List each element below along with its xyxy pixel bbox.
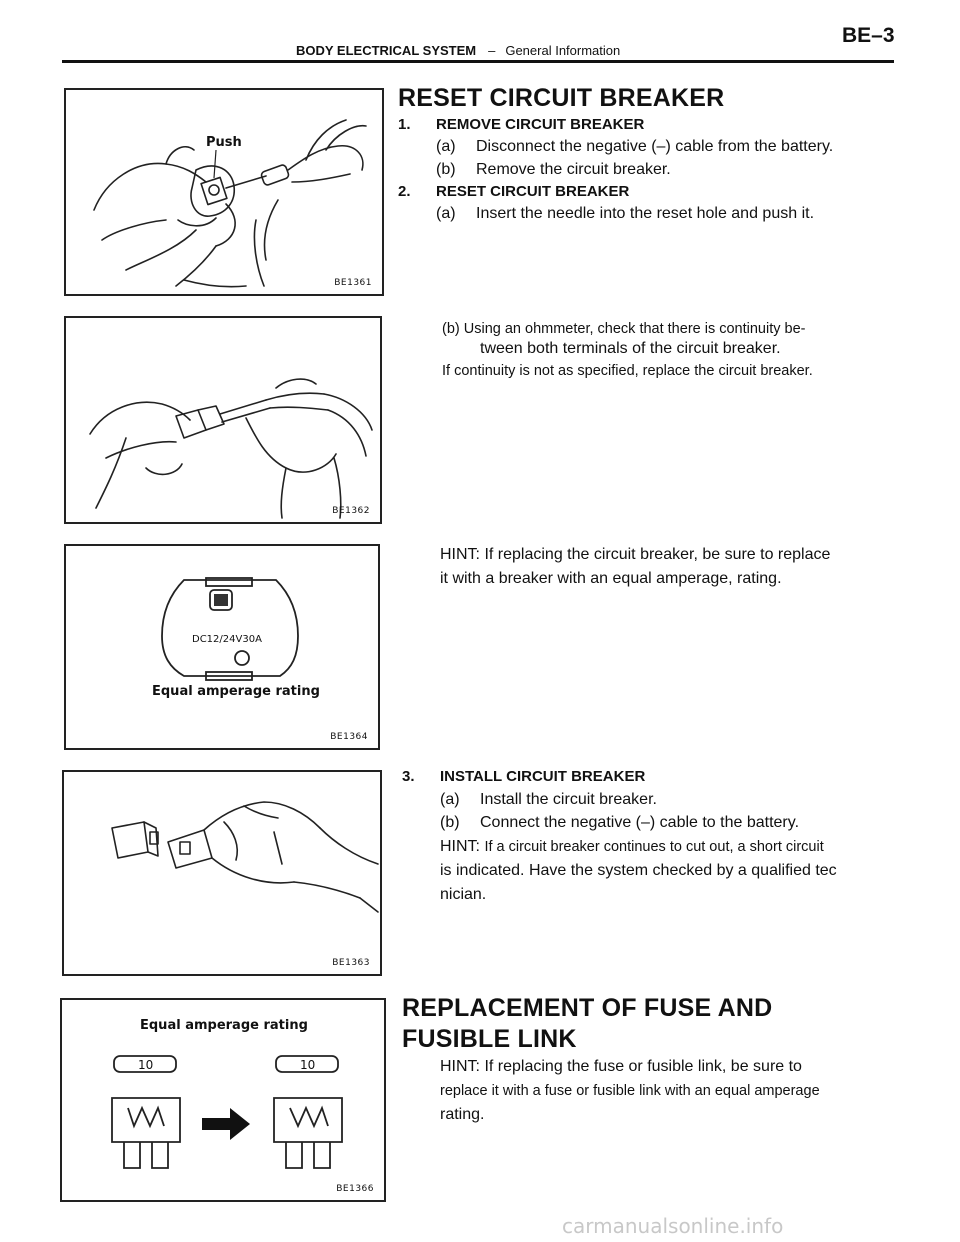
- figure-fuse-replacement: [60, 998, 386, 1202]
- fuse-hint-line3: rating.: [440, 1106, 485, 1123]
- step-3: [402, 768, 645, 785]
- sub-text: Install the circuit breaker.: [480, 791, 657, 808]
- figure-push-reset: [64, 88, 384, 296]
- step-1a: [436, 138, 833, 156]
- header-separator: –: [488, 43, 496, 58]
- figure-continuity-check: [64, 316, 382, 524]
- header-section: BODY ELECTRICAL SYSTEM: [296, 43, 477, 58]
- step-2b-line1: (b) Using an ohmmeter, check that there is continuity be-: [442, 321, 806, 337]
- step-1: [398, 116, 644, 133]
- figure-code: BE1362: [332, 506, 370, 516]
- rating-marking: DC12/24V30A: [192, 634, 262, 645]
- sub-text: Connect the negative (–) cable to the battery.: [480, 814, 800, 831]
- step-1b: [436, 161, 671, 179]
- sub-text: Insert the needle into the reset hole and push it.: [476, 205, 815, 222]
- ohmmeter-illustration: [66, 318, 380, 522]
- section-title-fuse-line2: FUSIBLE LINK: [402, 1025, 577, 1053]
- sub-text: Disconnect the negative (–) cable from the battery.: [476, 138, 834, 155]
- sub-label: (b): [440, 814, 460, 831]
- figure-caption: Equal amperage rating: [140, 1018, 308, 1033]
- page-code: BE–3: [842, 24, 895, 47]
- hint-1-line2: it with a breaker with an equal amperage, rating.: [440, 570, 782, 587]
- sub-label: (a): [436, 138, 456, 155]
- step-2b-line2: tween both terminals of the circuit breaker.: [480, 340, 781, 357]
- figure-code: BE1366: [336, 1184, 374, 1194]
- section-title-reset: RESET CIRCUIT BREAKER: [398, 84, 725, 112]
- install-illustration: [64, 772, 380, 974]
- step-label: INSTALL CIRCUIT BREAKER: [440, 768, 646, 785]
- step-label: RESET CIRCUIT BREAKER: [436, 183, 630, 200]
- step-2: [398, 183, 629, 200]
- figure-code: BE1364: [330, 732, 368, 742]
- fuse-hint-line1: HINT: If replacing the fuse or fusible link, be sure to: [440, 1058, 802, 1075]
- fuse-value-right: 10: [300, 1058, 316, 1072]
- sub-text: Remove the circuit breaker.: [476, 161, 671, 178]
- hint-2-line3: nician.: [440, 886, 487, 903]
- watermark: carmanualsonline.info: [562, 1214, 784, 1238]
- sub-label: (a): [436, 205, 456, 222]
- figure-code: BE1363: [332, 958, 370, 968]
- breaker-top-illustration: [66, 546, 378, 748]
- hint-text: If a circuit breaker continues to cut out, a short circuit: [484, 839, 824, 855]
- step-3b: [440, 814, 799, 832]
- figure-install-breaker: [62, 770, 382, 976]
- running-header: [296, 43, 620, 58]
- fuse-value-left: 10: [138, 1058, 154, 1072]
- header-subsection: General Information: [505, 43, 621, 58]
- section-title-fuse-line1: REPLACEMENT OF FUSE AND: [402, 994, 773, 1022]
- hint-2-line2: is indicated. Have the system checked by a qualified tec: [440, 862, 837, 879]
- step-2a: [436, 205, 814, 223]
- step-number: 1.: [398, 116, 411, 133]
- header-rule: [62, 60, 894, 63]
- sub-label: (b): [436, 161, 456, 178]
- fuse-hint-line2: replace it with a fuse or fusible link with an equal amperage: [440, 1083, 820, 1099]
- step-label: REMOVE CIRCUIT BREAKER: [436, 116, 645, 133]
- step-2b-line3: If continuity is not as specified, replace the circuit breaker.: [442, 363, 813, 379]
- figure-code: BE1361: [334, 278, 372, 288]
- figure-breaker-rating: [64, 544, 380, 750]
- hint-2-line1: [440, 836, 824, 858]
- hint-lead: HINT:: [440, 838, 485, 855]
- hint-1-line1: HINT: If replacing the circuit breaker, be sure to replace: [440, 546, 831, 563]
- figure-caption: Equal amperage rating: [152, 684, 320, 699]
- step-number: 3.: [402, 768, 415, 785]
- step-number: 2.: [398, 183, 411, 200]
- step-3a: [440, 791, 657, 809]
- push-label: Push: [206, 135, 242, 150]
- sub-label: (a): [440, 791, 460, 808]
- hands-illustration: [66, 90, 382, 294]
